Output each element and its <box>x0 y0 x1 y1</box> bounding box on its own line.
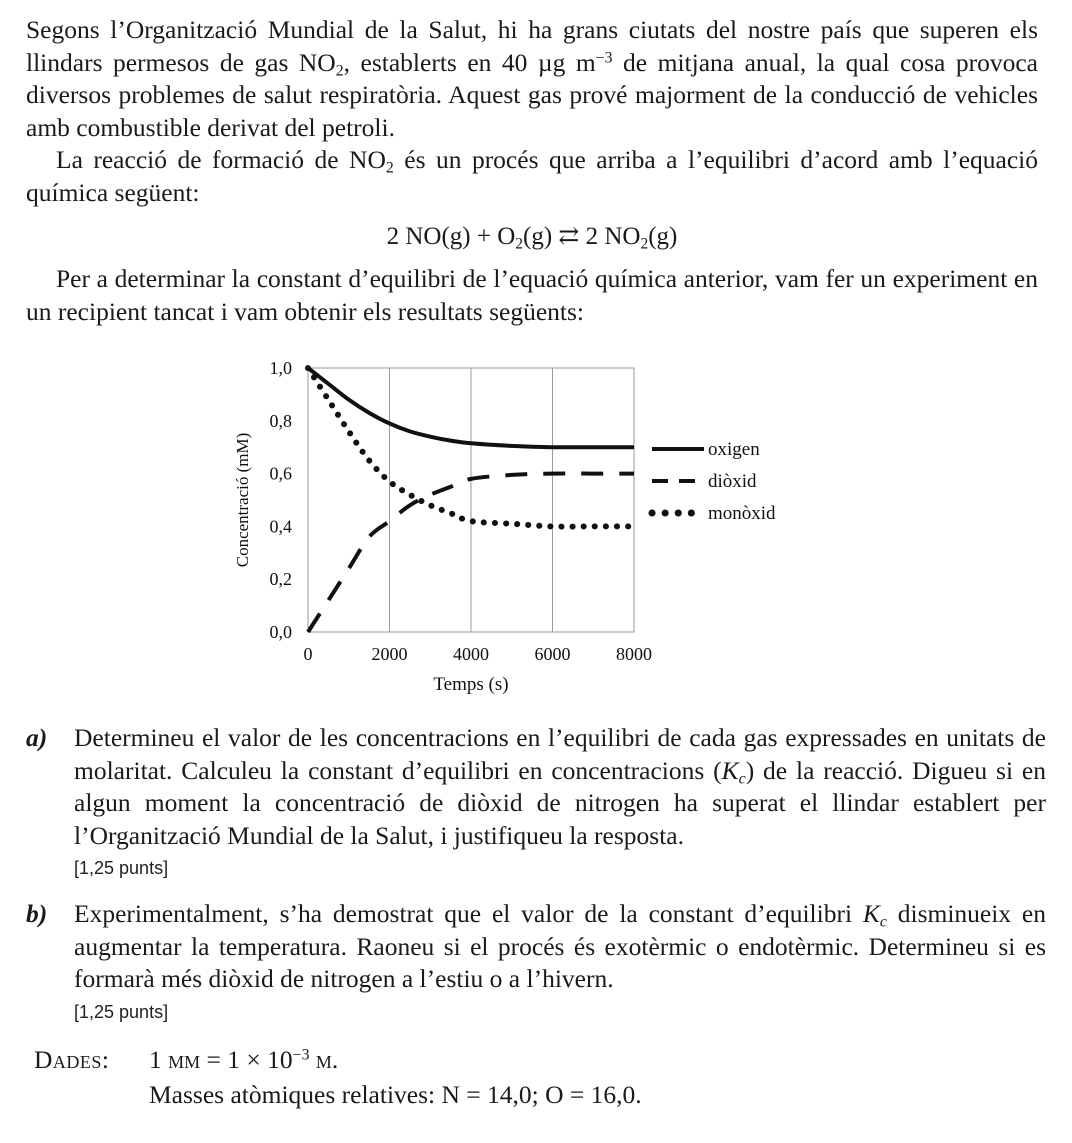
intro-paragraph-2 <box>26 144 1038 209</box>
chemical-equation <box>26 221 1038 253</box>
eq-sub-2: 2 <box>640 235 649 253</box>
y-tick-label: 0,6 <box>269 463 292 484</box>
x-tick-label: 4000 <box>453 644 489 664</box>
question-b-points: [1,25 punts] <box>74 1001 169 1022</box>
p1-superscript: −3 <box>595 48 613 66</box>
question-a-points: [1,25 punts] <box>74 858 169 878</box>
intro-paragraph-1 <box>26 14 1038 144</box>
eq-text-a: 2 NO(g) + O <box>386 223 516 250</box>
y-tick-label: 0,4 <box>269 516 292 537</box>
legend-label: monòxid <box>708 503 776 524</box>
eq-text-b: (g) ⇄ 2 NO <box>523 223 641 250</box>
qa-k-sub: c <box>738 769 746 787</box>
question-a <box>26 722 1046 879</box>
qb-text-b: disminueix en augmentar la temperatura. Raoneu si el procés és exotèrmic o endotèrmic. Determineu si es formarà més diòxid de nitrogen a l’estiu o a l’hivern. <box>74 899 1046 993</box>
p1-subscript: 2 <box>335 61 344 79</box>
data-label: Dades: <box>34 1045 110 1074</box>
qb-text-a: Experimentalment, s’ha demostrat que el valor de la constant d’equilibri <box>74 899 863 928</box>
data-block <box>34 1042 1034 1112</box>
legend-label: oxigen <box>708 439 760 460</box>
qb-k-sub: c <box>879 913 887 931</box>
p2-text-b: és un procés que arriba a l’equilibri d’acord amb l’equació química següent: <box>26 145 1039 207</box>
intro-paragraph-3: Per a determinar la constant d’equilibri de l’equació química anterior, vam fer un experiment en un recipient tancat i vam obtenir els resultats següents: <box>26 264 1038 326</box>
qb-k-symbol: K <box>862 899 880 928</box>
data-lines <box>149 1042 1034 1112</box>
question-a-text <box>74 722 1046 852</box>
y-tick-label: 1,0 <box>269 358 292 378</box>
p1-text-c: de mitjana anual, la qual cosa provoca diversos problemes de salut respiratòria. Aquest gas prové majorment de la conducció de vehicles amb combustible derivat del petroli. <box>26 47 1038 142</box>
eq-sub-1: 2 <box>515 235 524 253</box>
question-b <box>26 898 1046 1023</box>
intro-text <box>26 14 1038 328</box>
p2-text-a: La reacció de formació de NO <box>56 145 386 174</box>
legend-label: diòxid <box>708 471 757 492</box>
eq-text-c: (g) <box>648 223 678 250</box>
data-line-1-b: m. <box>309 1045 339 1074</box>
concentration-chart <box>200 345 820 705</box>
x-tick-label: 0 <box>303 644 313 664</box>
y-axis-label: Concentració (mM) <box>233 432 252 568</box>
x-tick-label: 8000 <box>616 644 652 664</box>
y-tick-label: 0,2 <box>269 569 292 590</box>
qa-text-a: Determineu el valor de les concentracions en l’equilibri de cada gas expressades en unitats de molaritat. Calculeu la constant d’equilibri en concentracions ( <box>74 723 1046 785</box>
data-line-1-a: 1 mm = 1 × 10 <box>149 1045 293 1074</box>
question-b-letter: b) <box>26 899 48 928</box>
qa-text-b: ) de la reacció. Digueu si en algun moment la concentració de diòxid de nitrogen ha superat el llindar establert per l’Organització Mundial de la Salut, i justifiqueu la resposta. <box>74 755 1046 850</box>
x-tick-label: 6000 <box>534 644 571 664</box>
y-tick-label: 0,8 <box>269 410 292 431</box>
data-line-1-sup: −3 <box>292 1046 310 1064</box>
y-tick-label: 0,0 <box>269 622 292 642</box>
p1-text-a: Segons l’Organització Mundial de la Salut, hi ha grans ciutats del nostre país que superen els llindars permesos de gas NO <box>26 15 1038 77</box>
p1-text-b: , establerts en 40 µg m <box>343 47 596 77</box>
x-axis-label: Temps (s) <box>433 674 509 695</box>
question-a-letter: a) <box>26 723 48 752</box>
qa-k-symbol: K <box>721 755 739 785</box>
data-line-1 <box>149 1042 1034 1077</box>
p2-subscript: 2 <box>385 159 394 177</box>
x-tick-label: 2000 <box>371 644 408 664</box>
chart-svg <box>200 345 820 705</box>
question-b-text <box>74 898 1046 996</box>
data-line-2: Masses atòmiques relatives: N = 14,0; O = 16,0. <box>149 1080 642 1109</box>
